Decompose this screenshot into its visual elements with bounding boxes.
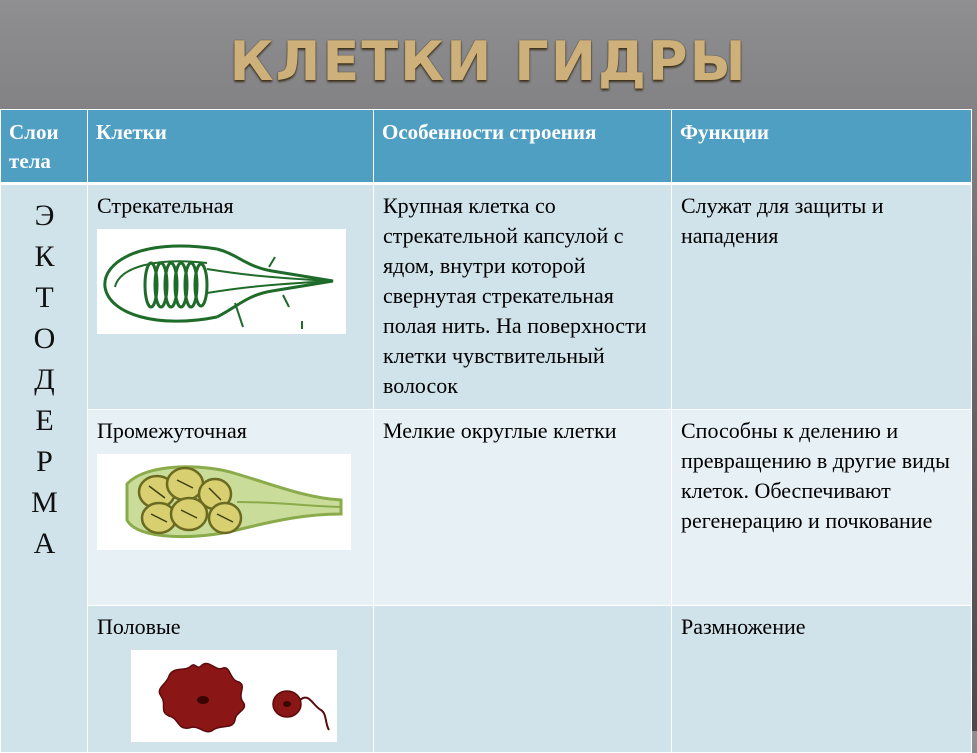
layer-letter: А: [33, 527, 56, 560]
cell-type-label: Промежуточная: [97, 418, 247, 443]
hydra-cells-table: [0, 109, 972, 753]
layer-letter: Е: [35, 404, 54, 437]
table-row: [1, 606, 972, 753]
header-structure: Особенности строения: [374, 110, 672, 184]
layer-letter: Р: [36, 445, 53, 478]
header-functions: Функции: [672, 110, 972, 184]
layer-letter: О: [33, 322, 56, 355]
function-interstitial: Способны к делению и превращению в другие виды клеток. Обеспечивают регенерацию и почкование: [672, 410, 972, 606]
layer-letter: М: [31, 486, 58, 519]
structure-sex: [374, 606, 672, 753]
structure-cnidocyte: Крупная клетка со стрекательной капсулой с ядом, внутри которой свернутая стрекательная полая нить. На поверхности клетки чувствительный волосок: [374, 184, 672, 410]
layer-ectoderm-cell: [1, 184, 88, 753]
cell-type-label: Стрекательная: [97, 193, 234, 218]
function-cnidocyte: Служат для защиты и нападения: [672, 184, 972, 410]
interstitial-cells-illustration: [97, 454, 351, 550]
table-row: [1, 184, 972, 410]
layer-letter: Т: [35, 281, 54, 314]
table-header-row: [1, 110, 972, 184]
cnidocyte-illustration: [97, 229, 346, 334]
sex-cells-illustration: [131, 650, 337, 742]
slide-title: КЛЕТКИ ГИДРЫ: [229, 30, 748, 93]
cell-type-sex: [88, 606, 374, 753]
layer-letter: К: [34, 240, 55, 273]
function-sex: Размножение: [672, 606, 972, 753]
table-row: [1, 410, 972, 606]
cell-type-label: Половые: [97, 614, 181, 639]
header-cells: Клетки: [88, 110, 374, 184]
structure-interstitial: Мелкие округлые клетки: [374, 410, 672, 606]
layer-letter: Д: [34, 363, 55, 396]
header-layers: Слои тела: [1, 110, 88, 184]
cell-type-interstitial: [88, 410, 374, 606]
cell-type-cnidocyte: [88, 184, 374, 410]
layer-letter: Э: [34, 199, 55, 232]
